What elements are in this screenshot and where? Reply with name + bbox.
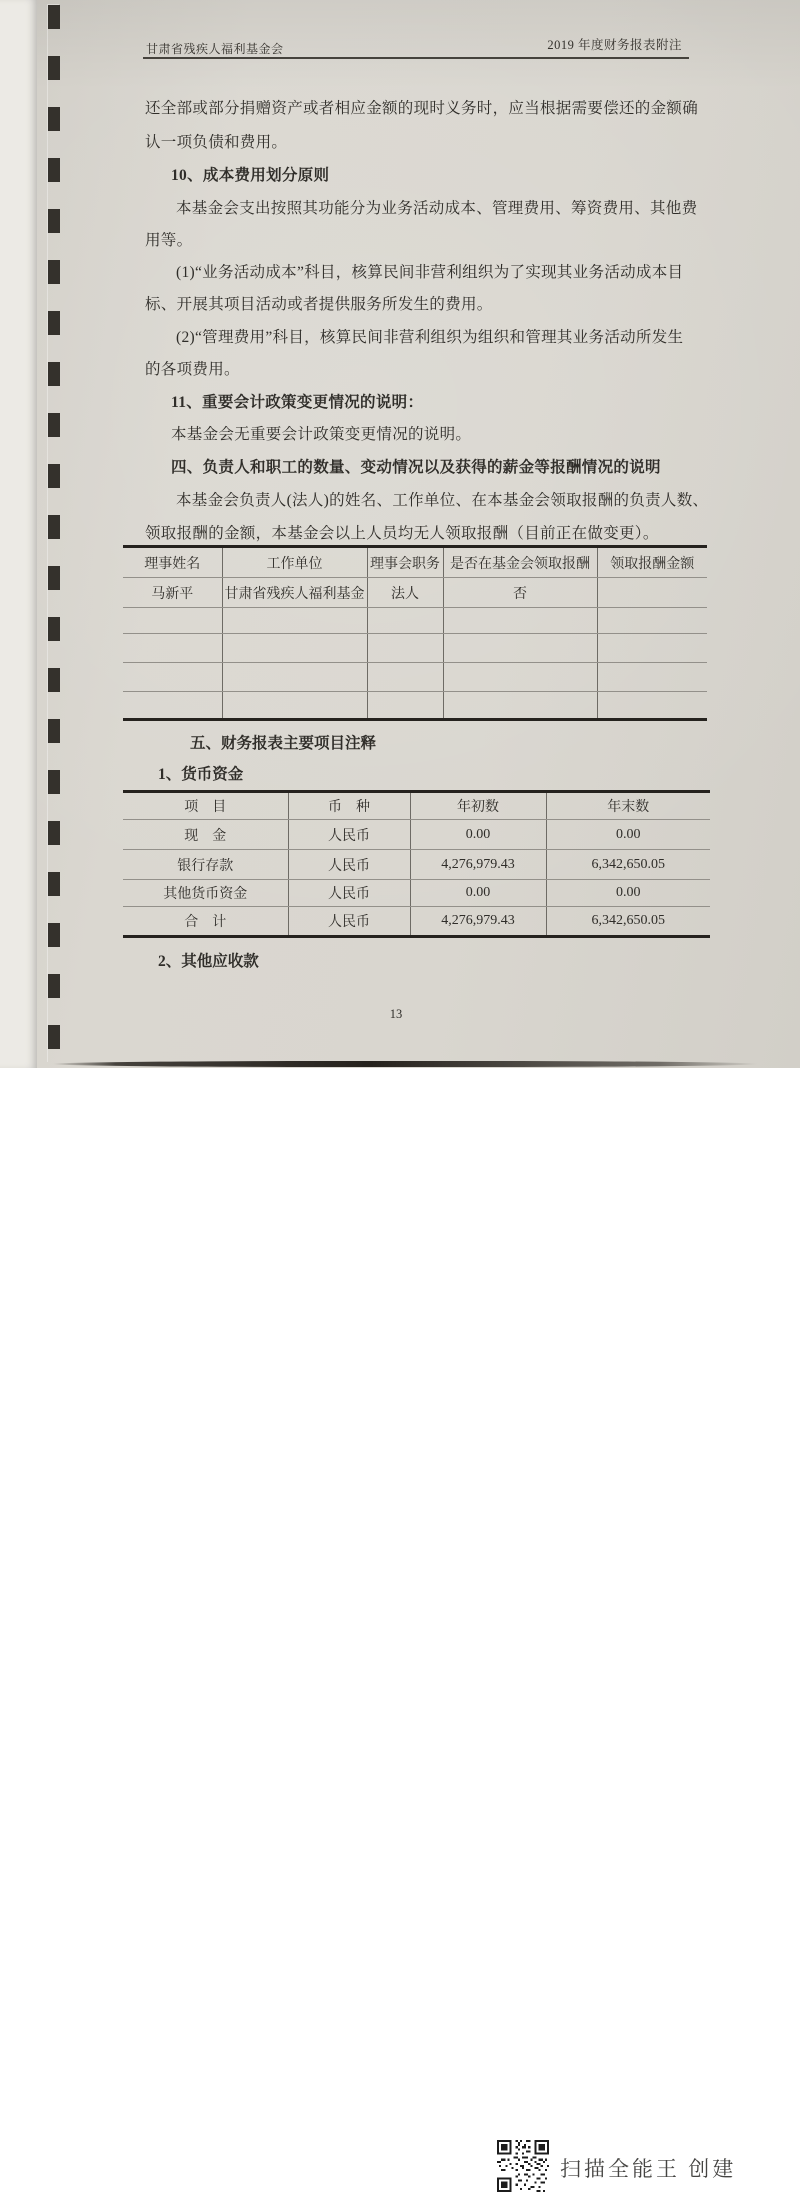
page-bottom-edge-shadow [52,1061,758,1067]
body-text-line: 用等。 [145,232,193,249]
empty-cell [597,608,707,634]
money-table-cell: 0.00 [410,880,546,907]
board-table-cell [597,578,707,608]
money-table-cell: 4,276,979.43 [410,907,546,937]
money-table-cell: 银行存款 [123,850,288,880]
section-heading-monetary-funds: 1、货币资金 [158,766,244,783]
money-table-header-cell: 年末数 [546,792,710,820]
board-table-header-cell: 是否在基金会领取报酬 [443,547,597,578]
page-number: 13 [389,1007,403,1021]
empty-cell [222,692,367,720]
section-heading-policy-change: 11、重要会计政策变更情况的说明： [171,394,424,411]
board-table-header-cell: 领取报酬金额 [597,547,707,578]
board-table-cell: 甘肃省残疾人福利基金 [222,578,367,608]
monetary-funds-table [123,790,710,938]
section-heading-notes: 五、财务报表主要项目注释 [190,735,377,752]
board-compensation-table [123,545,707,721]
empty-cell [123,663,222,692]
section-heading-other-receivables: 2、其他应收款 [158,953,259,970]
table-row [123,820,710,850]
board-table-header-cell: 理事姓名 [123,547,222,578]
board-table-cell: 法人 [367,578,443,608]
money-table-cell: 其他货币资金 [123,880,288,907]
empty-cell [367,663,443,692]
empty-cell [597,634,707,663]
empty-cell [222,634,367,663]
money-table-cell: 0.00 [546,880,710,907]
table-row [123,578,707,608]
empty-cell [367,608,443,634]
empty-cell [443,634,597,663]
empty-cell [222,663,367,692]
header-rule [143,57,689,59]
body-text-line: 本基金会负责人(法人)的姓名、工作单位、在本基金会领取报酬的负责人数、 [176,492,709,509]
empty-cell [222,608,367,634]
body-text-line: 的各项费用。 [145,361,240,378]
binding-holes [48,5,60,1063]
money-table-header-cell: 币 种 [288,792,410,820]
empty-cell [597,692,707,720]
header-org-name: 甘肃省残疾人福利基金会 [146,42,284,56]
money-table-cell: 现 金 [123,820,288,850]
money-table-cell: 合 计 [184,915,227,930]
body-text-line: 领取报酬的金额，本基金会以上人员均无人领取报酬（目前正在做变更）。 [145,525,659,542]
money-table-cell: 0.00 [546,820,710,850]
body-text-line: 标、开展其项目活动或者提供服务所发生的费用。 [145,296,493,313]
section-heading-personnel: 四、负责人和职工的数量、变动情况以及获得的薪金等报酬情况的说明 [171,459,661,476]
table-row [123,880,710,907]
empty-cell [443,692,597,720]
money-table-cell: 6,342,650.05 [546,850,710,880]
empty-cell [367,692,443,720]
money-table-cell: 6,342,650.05 [546,907,710,937]
body-text-line: 本基金会无重要会计政策变更情况的说明。 [171,426,472,443]
scan-left-margin [0,0,37,1068]
board-table-cell: 马新平 [123,578,222,608]
money-table-cell: 人民币 [288,850,410,880]
scanner-watermark [0,1068,800,2181]
empty-cell [443,608,597,634]
board-table-header-cell: 理事会职务 [367,547,443,578]
money-table-cell: 0.00 [410,820,546,850]
table-row [123,608,707,634]
board-table-cell: 否 [443,578,597,608]
money-table-cell: 人民币 [288,907,410,937]
money-table-cell: 人民币 [288,820,410,850]
body-text-line: 本基金会支出按照其功能分为业务活动成本、管理费用、筹资费用、其他费 [176,200,698,217]
empty-cell [123,692,222,720]
body-text-line: 还全部或部分捐赠资产或者相应金额的现时义务时，应当根据需要偿还的金额确 [145,100,699,117]
empty-cell [443,663,597,692]
money-table-header-cell: 年初数 [410,792,546,820]
section-heading-cost-division: 10、成本费用划分原则 [171,167,330,184]
money-table-header-cell: 项 目 [123,792,288,820]
money-table-cell: 4,276,979.43 [410,850,546,880]
board-table-header-cell: 工作单位 [222,547,367,578]
body-text-line: (1)“业务活动成本”科目，核算民间非营利组织为了实现其业务活动成本目 [176,264,684,281]
header-doc-title: 2019 年度财务报表附注 [547,38,682,52]
empty-cell [123,608,222,634]
scanned-page [0,0,800,1068]
table-row [123,907,710,937]
watermark-text: 扫描全能王 创建 [560,2157,737,2181]
empty-cell [123,634,222,663]
empty-cell [597,663,707,692]
body-text-line: (2)“管理费用”科目，核算民间非营利组织为组织和管理其业务活动所发生 [176,329,684,346]
body-text-line: 认一项负债和费用。 [145,134,288,151]
table-row [123,692,707,720]
money-table-cell: 人民币 [288,880,410,907]
table-row [123,850,710,880]
empty-cell [367,634,443,663]
table-row [123,663,707,692]
table-row [123,634,707,663]
qr-code-icon [497,2140,549,2192]
